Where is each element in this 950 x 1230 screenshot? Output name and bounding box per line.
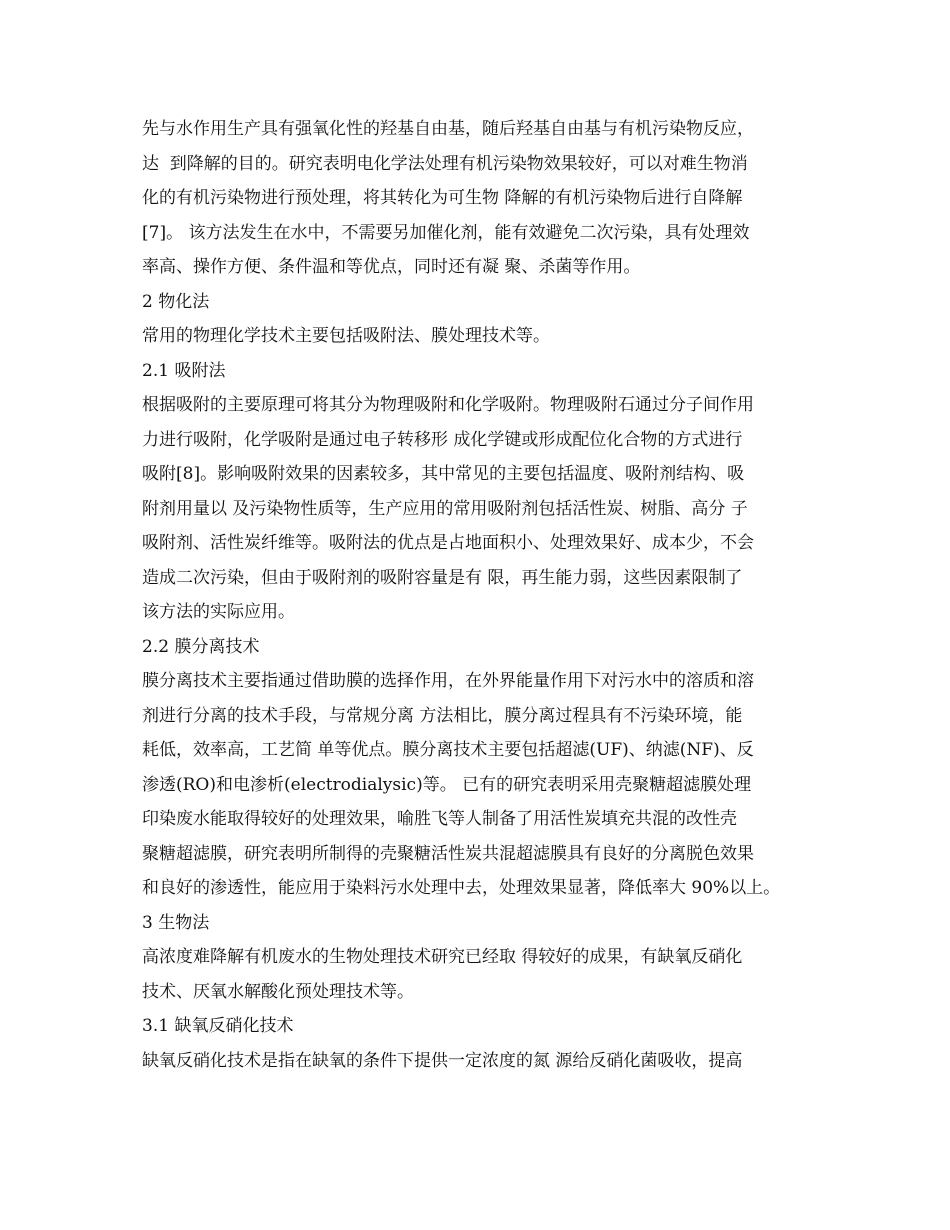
paragraph-line: 印染废水能取得较好的处理效果，喻胜飞等人制备了用活性炭填充共混的改性壳 (142, 809, 737, 829)
paragraph-line: 附剂用量以 及污染物性质等，生产应用的常用吸附剂包括活性炭、树脂、高分 子 (142, 498, 748, 519)
paragraph-line: 吸附[8]。影响吸附效果的因素较多，其中常见的主要包括温度、吸附剂结构、吸 (142, 464, 745, 484)
paragraph-line: 根据吸附的主要原理可将其分为物理吸附和化学吸附。物理吸附石通过分子间作用 (142, 395, 754, 415)
paragraph-line: 和良好的渗透性，能应用于染料污水处理中去，处理效果显著，降低率大 90%以上。 (142, 878, 781, 898)
paragraph-line: 化的有机污染物进行预处理，将其转化为可生物 降解的有机污染物后进行自降解 (142, 188, 743, 208)
paragraph-line: 缺氧反硝化技术是指在缺氧的条件下提供一定浓度的氮 源给反硝化菌吸收，提高 (142, 1050, 743, 1071)
paragraph-line: 剂进行分离的技术手段，与常规分离 方法相比，膜分离过程具有不污染环境，能 (142, 705, 743, 726)
paragraph-line: 常用的物理化学技术主要包括吸附法、膜处理技术等。 (142, 326, 550, 346)
document-body (142, 112, 822, 1078)
subsection-heading: 2.2 膜分离技术 (142, 636, 260, 657)
paragraph-line: 吸附剂、活性炭纤维等。吸附法的优点是占地面积小、处理效果好、成本少，不会 (142, 533, 754, 553)
paragraph-line: 膜分离技术主要指通过借助膜的选择作用，在外界能量作用下对污水中的溶质和溶 (142, 671, 754, 691)
paragraph-line: 该方法的实际应用。 (142, 602, 295, 622)
paragraph-line: 渗透(RO)和电渗析(electrodialysic)等。 已有的研究表明采用壳聚糖超滤膜处理 (142, 774, 752, 795)
paragraph-line: 先与水作用生产具有强氧化性的羟基自由基，随后羟基自由基与有机污染物反应， (142, 119, 754, 139)
section-heading: 2 物化法 (142, 291, 210, 312)
paragraph-line: [7]。 该方法发生在水中，不需要另加催化剂，能有效避免二次污染，具有处理效 (142, 222, 750, 243)
paragraph-line: 耗低，效率高，工艺简 单等优点。膜分离技术主要包括超滤(UF)、纳滤(NF)、反 (142, 740, 754, 760)
section-heading: 3 生物法 (142, 912, 210, 933)
paragraph-line: 达 到降解的目的。研究表明电化学法处理有机污染物效果较好，可以对难生物消 (142, 153, 748, 174)
paragraph-line: 技术、厌氧水解酸化预处理技术等。 (142, 981, 414, 1002)
paragraph-line: 造成二次污染，但由于吸附剂的吸附容量是有 限，再生能力弱，这些因素限制了 (142, 567, 743, 588)
subsection-heading: 2.1 吸附法 (142, 360, 226, 381)
subsection-heading: 3.1 缺氧反硝化技术 (142, 1016, 294, 1036)
paragraph-line: 力进行吸附，化学吸附是通过电子转移形 成化学键或形成配位化合物的方式进行 (142, 429, 743, 450)
paragraph-line: 高浓度难降解有机废水的生物处理技术研究已经取 得较好的成果，有缺氧反硝化 (142, 947, 743, 967)
paragraph-line: 聚糖超滤膜，研究表明所制得的壳聚糖活性炭共混超滤膜具有良好的分离脱色效果 (142, 843, 754, 864)
paragraph-line: 率高、操作方便、条件温和等优点，同时还有凝 聚、杀菌等作用。 (142, 257, 641, 277)
